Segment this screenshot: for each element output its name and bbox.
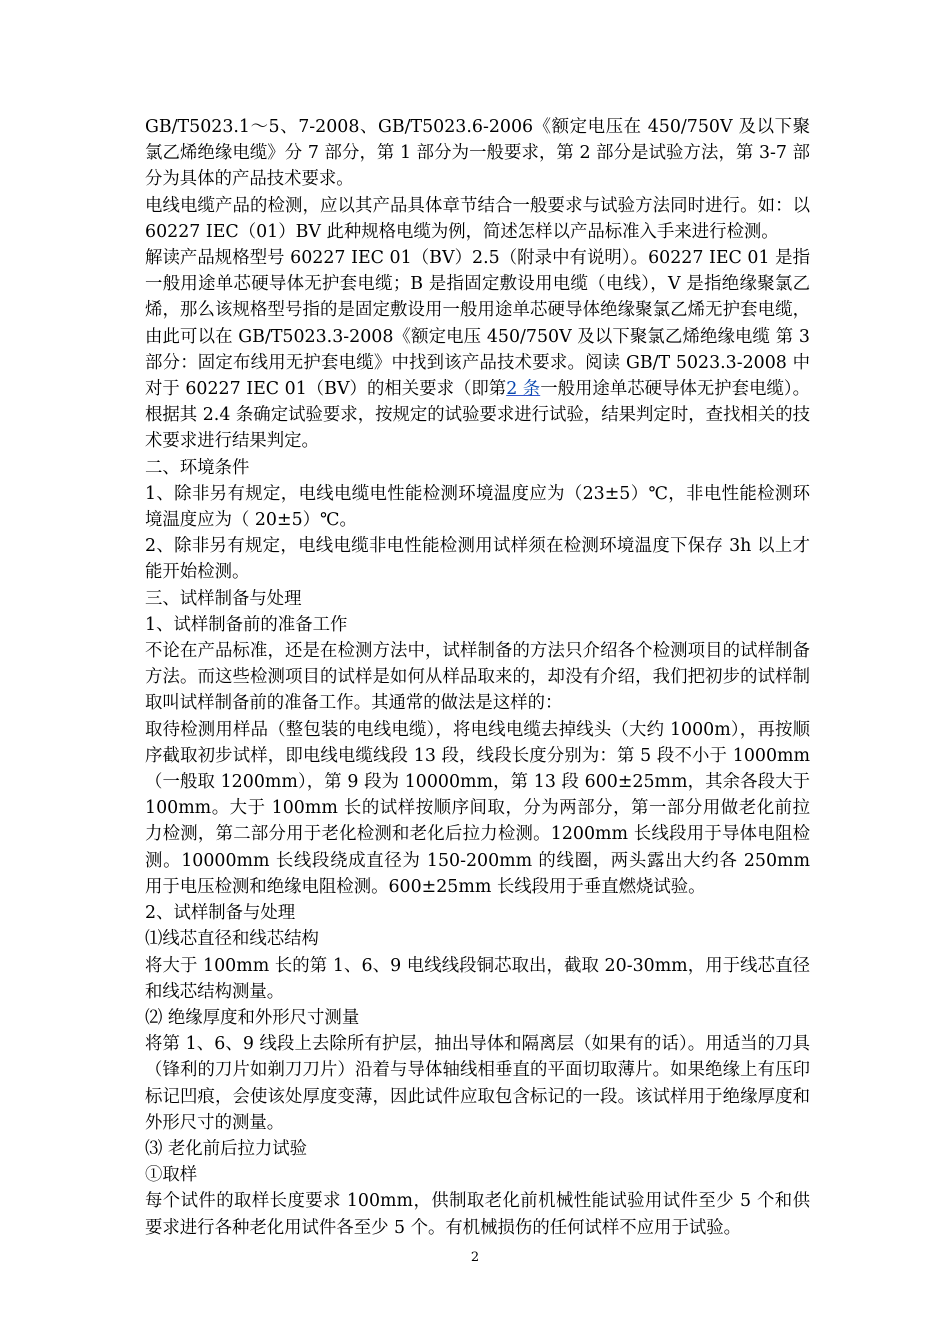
environment-item-2: 2、除非另有规定，电线电缆非电性能检测用试样须在检测环境温度下保存 3h 以上才能开始检测。: [145, 536, 810, 583]
subheading-preparation-processing: 2、试样制备与处理: [145, 903, 296, 924]
pre-preparation-paragraph-2: 取待检测用样品（整包装的电线电缆），将电线电缆去掉线头（大约 1000m），再按顺序截取初步试样，即电线电缆线段 13 段，线段长度分别为：第 5 段不小于 1000mm（一般取 1200mm），第 9 段为 10000mm，第 13 段 600±25mm，其余各段大于 100mm。大于 100mm 长的试样按顺序间取，分为两部分，第一部分用做老化前拉力检测，第二部分用于老化检测和老化后拉力检测。1200mm 长线段用于导体电阻检测。10000mm 长线段绕成直径为 150-200mm 的线圈，两头露出大约各 250mm 用于电压检测和绝缘电阻检测。600±25mm 长线段用于垂直燃烧试验。: [145, 719, 810, 897]
intro-paragraph-standard: GB/T5023.1～5、7-2008、GB/T5023.6-2006《额定电压在 450/750V 及以下聚氯乙烯绝缘电缆》分 7 部分，第 1 部分为一般要求，第 2 部分是试验方法，第 3-7 部分为具体的产品技术要求。: [145, 117, 810, 190]
model-text-after-link: 一般用途单芯硬导体无护套电缆）。根据其 2.4 条确定试验要求，按规定的试验要求进行试验，结果判定时，查找相关的技术要求进行结果判定。: [145, 379, 810, 452]
section-2-text: 将第 1、6、9 线段上去除所有护层，抽出导体和隔离层（如果有的话）。用适当的刀具（锋利的刀片如剃刀刀片）沿着与导体轴线相垂直的平面切取薄片。如果绝缘上有压印标记凹痕，会使该处厚度变薄，因此试件应取包含标记的一段。该试样用于绝缘厚度和外形尺寸的测量。: [145, 1034, 810, 1133]
heading-sample-preparation: 三、试样制备与处理: [145, 588, 302, 609]
environment-item-1: 1、除非另有规定，电线电缆电性能检测环境温度应为（23±5）℃，非电性能检测环境温度应为（ 20±5）℃。: [145, 483, 810, 531]
section-1-title: ⑴线芯直径和线芯结构: [145, 929, 319, 950]
section-3-text: 每个试件的取样长度要求 100mm，供制取老化前机械性能试验用试件至少 5 个和供要求进行各种老化用试件各至少 5 个。有机械损伤的任何试样不应用于试验。: [145, 1191, 810, 1238]
section-3-subtitle: ①取样: [145, 1165, 198, 1186]
paragraph-model-interpretation: [145, 245, 810, 455]
model-text-before-link: 解读产品规格型号 60227 IEC 01（BV）2.5（附录中有说明）。60227 IEC 01 是指一般用途单芯硬导体无护套电缆；B 是指固定敷设用电缆（电线），V 是指绝缘聚氯乙烯，那么该规格型号指的是固定敷设用一般用途单芯硬导体绝缘聚氯乙烯无护套电缆，由此可以在 GB/T5023.3-2008《额定电压 450/750V 及以下聚氯乙烯绝缘电缆 第 3 部分：固定布线用无护套电缆》中找到该产品技术要求。阅读 GB/T 5023.3-2008 中对于 60227 IEC 01（BV）的相关要求（即第: [145, 248, 810, 400]
subheading-pre-preparation: 1、试样制备前的准备工作: [145, 614, 348, 635]
section-2-title: ⑵ 绝缘厚度和外形尺寸测量: [145, 1007, 360, 1028]
section-3-title: ⑶ 老化前后拉力试验: [145, 1138, 308, 1159]
document-body: [145, 114, 810, 1241]
heading-environment: 二、环境条件: [145, 457, 250, 478]
section-1-text: 将大于 100mm 长的第 1、6、9 电线线段铜芯取出，截取 20-30mm，用于线芯直径和线芯结构测量。: [145, 955, 810, 1002]
intro-paragraph-detection: 电线电缆产品的检测，应以其产品具体章节结合一般要求与试验方法同时进行。如：以 60227 IEC（01）BV 此种规格电缆为例，简述怎样以产品标准入手来进行检测。: [145, 195, 810, 242]
page-number: 2: [470, 1250, 480, 1265]
pre-preparation-paragraph-1: 不论在产品标准，还是在检测方法中，试样制备的方法只介绍各个检测项目的试样制备方法。而这些检测项目的试样是如何从样品取来的，却没有介绍，我们把初步的试样制取叫试样制备前的准备工作。其通常的做法是这样的：: [145, 641, 810, 714]
clause-2-link[interactable]: 2 条: [506, 379, 541, 400]
